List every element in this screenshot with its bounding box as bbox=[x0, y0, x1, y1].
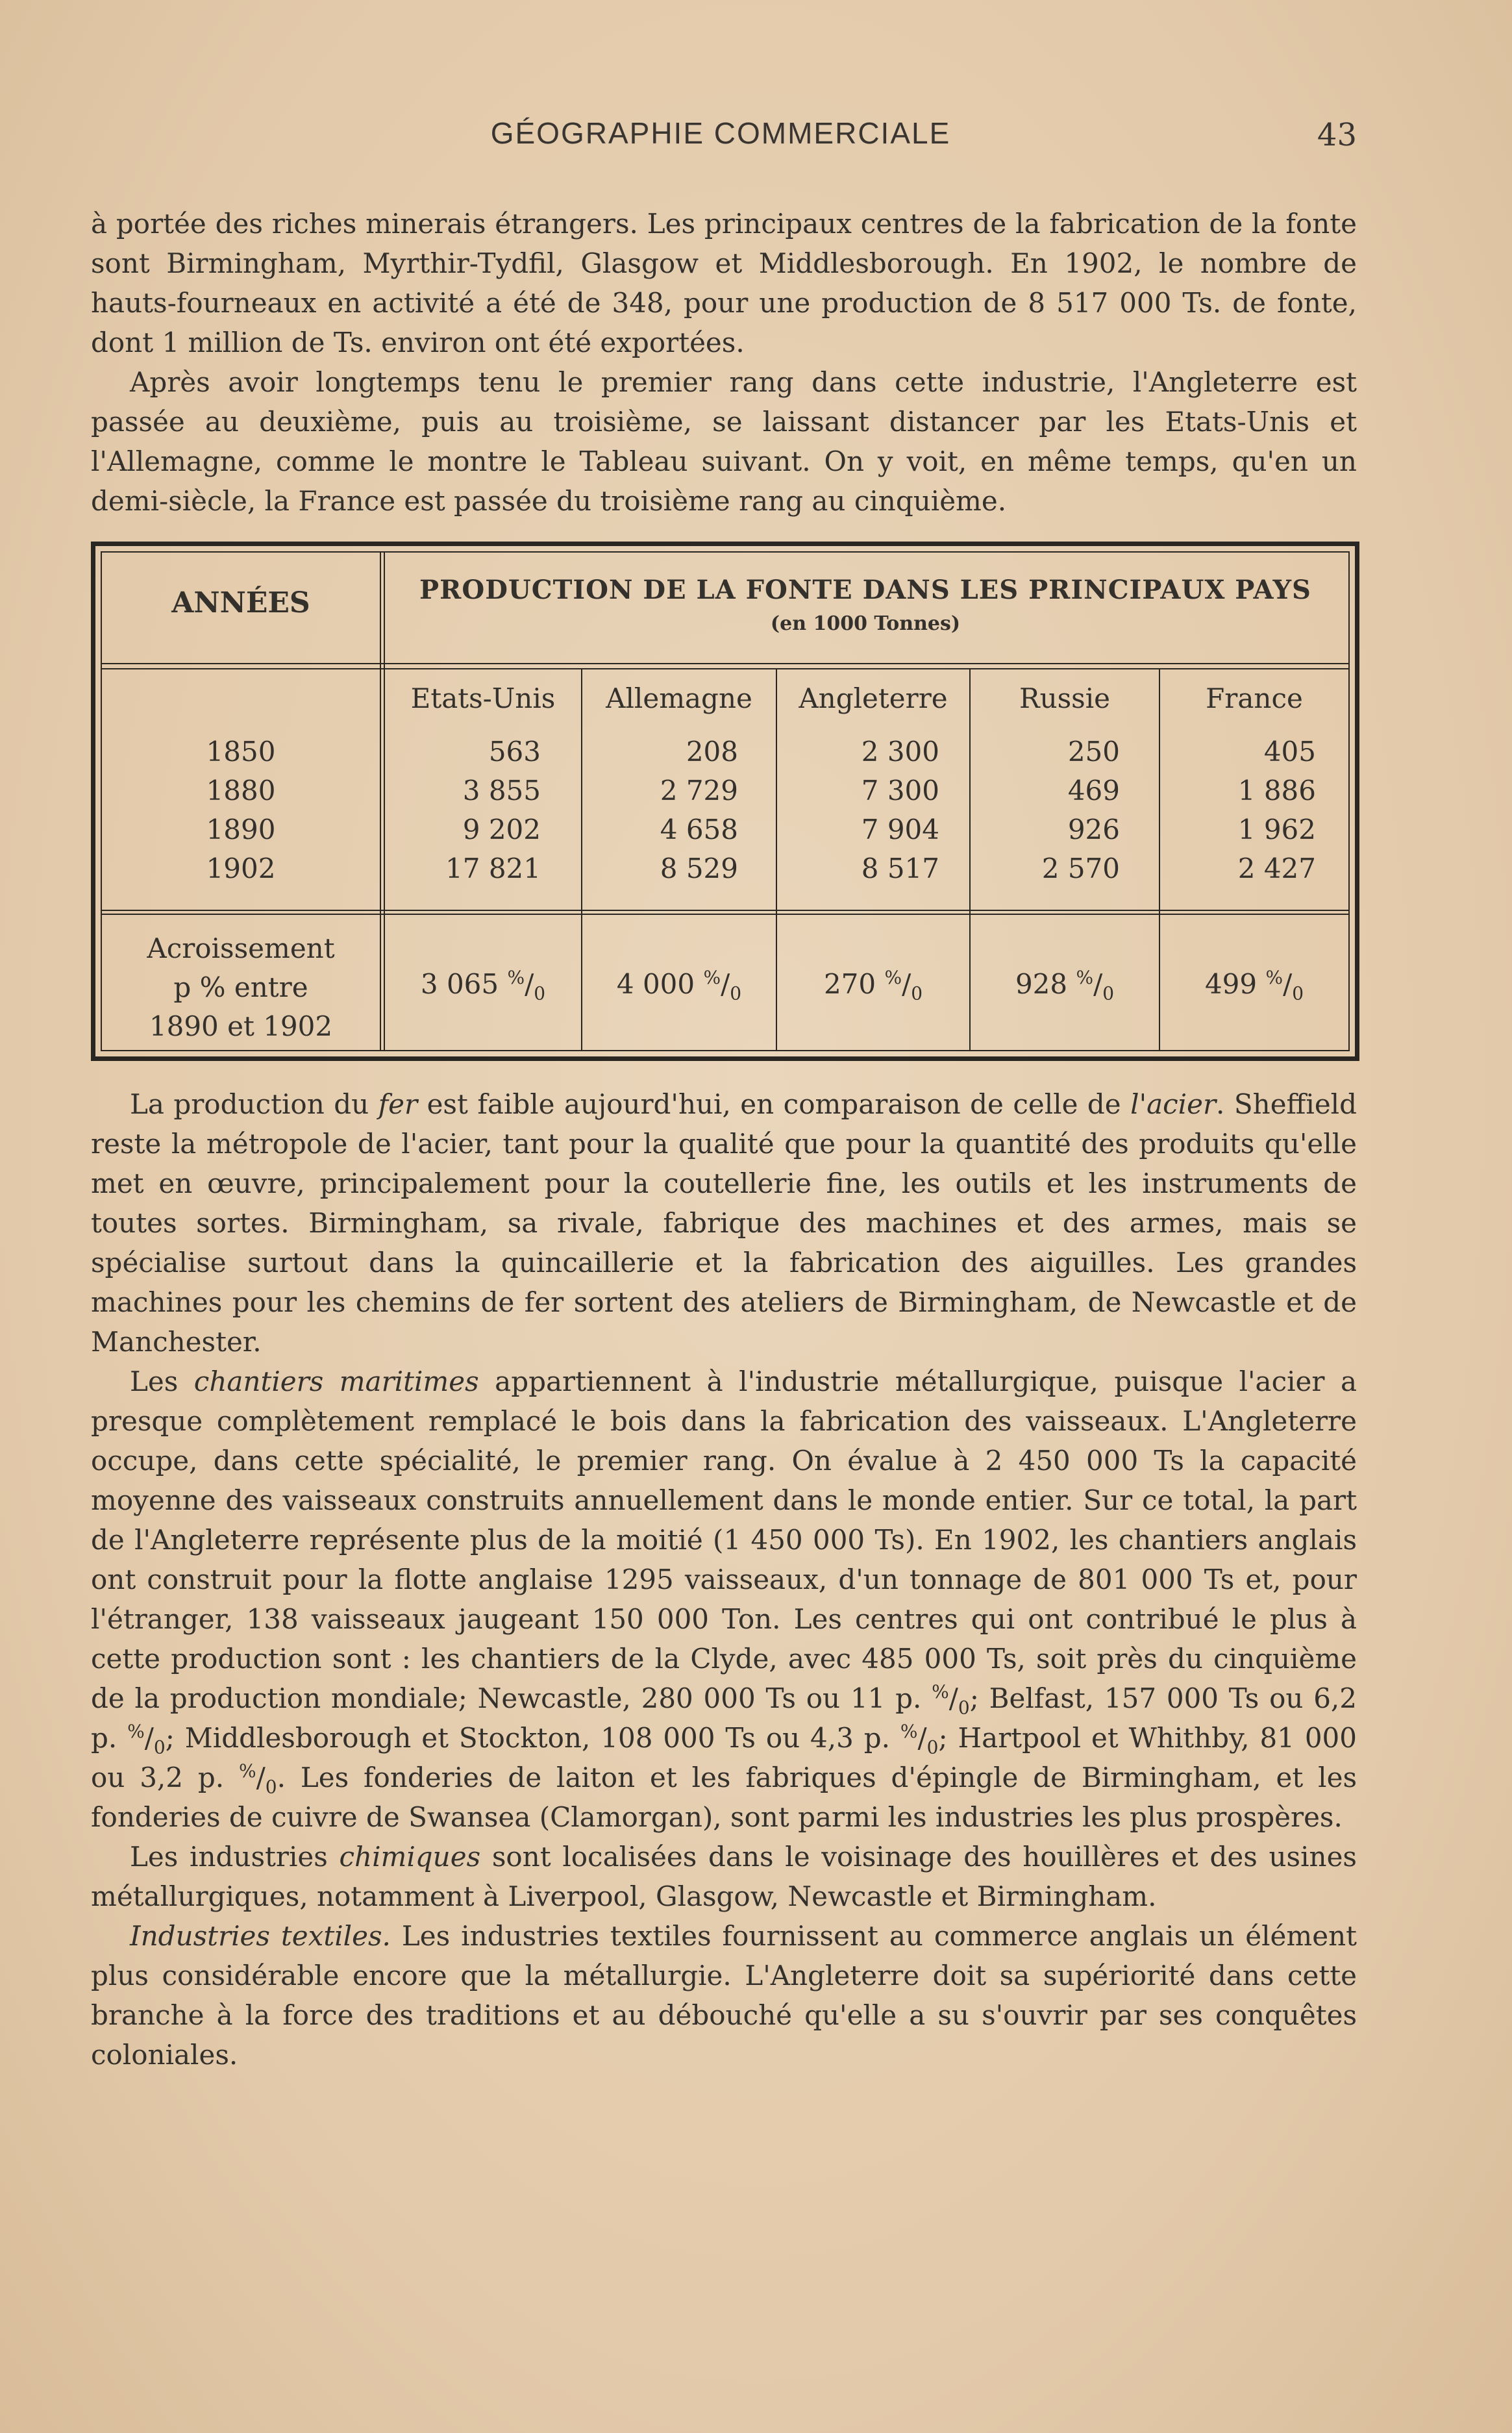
value-cell: 2 427 bbox=[1237, 853, 1316, 884]
year-cell: 1850 bbox=[206, 736, 276, 767]
value-cell: 17 821 bbox=[445, 853, 541, 884]
value-cell: 208 bbox=[686, 736, 738, 767]
value-cell: 405 bbox=[1263, 736, 1316, 767]
intro-paragraphs bbox=[91, 204, 1357, 521]
value-cell: 8 529 bbox=[660, 853, 738, 884]
value-cell: 926 bbox=[1067, 814, 1120, 845]
col-header: France bbox=[1206, 682, 1303, 714]
body-paragraphs bbox=[91, 1084, 1357, 2075]
growth-cell: 499 $^{\%}/_0$ bbox=[1204, 967, 1304, 1004]
paragraph: Après avoir longtemps tenu le premier rang dans cette industrie, l'Angleterre est passée au deuxième, puis au troisième, se laissant distancer par les Etats-Unis et l'Allemagne, comme le montre le Tableau suivant. On y voit, en même temps, qu'en un demi-siècle, la France est passée du troisième rang au cinquième. bbox=[91, 366, 1357, 517]
value-cell: 563 bbox=[488, 736, 541, 767]
value-cell: 2 570 bbox=[1041, 853, 1120, 884]
paragraph-chimiques: Les industries chimiques sont localisées dans le voisinage des houillères et des usines métallurgiques, notamment à Liverpool, Glasgow, Newcastle et Birmingham. bbox=[91, 1841, 1357, 1912]
growth-cell: 270 $^{\%}/_0$ bbox=[823, 967, 923, 1004]
growth-cell: 928 $^{\%}/_0$ bbox=[1015, 967, 1115, 1004]
table-title: PRODUCTION DE LA FONTE DANS LES PRINCIPAUX PAYS bbox=[419, 575, 1311, 605]
growth-label-line: 1890 et 1902 bbox=[149, 1010, 333, 1042]
production-table bbox=[91, 542, 1359, 1061]
value-cell: 2 300 bbox=[861, 736, 939, 767]
value-cell: 1 962 bbox=[1237, 814, 1316, 845]
header-title: GÉOGRAPHIE COMMERCIALE bbox=[490, 116, 951, 150]
year-cell: 1902 bbox=[206, 853, 276, 884]
col-header: Russie bbox=[1019, 682, 1111, 714]
growth-label bbox=[102, 929, 380, 1046]
year-cell: 1890 bbox=[206, 814, 276, 845]
running-header bbox=[91, 116, 1357, 161]
value-cell: 3 855 bbox=[462, 775, 541, 806]
page-number: 43 bbox=[1317, 117, 1357, 153]
value-cell: 7 300 bbox=[861, 775, 939, 806]
growth-label-line: Acroissement bbox=[147, 932, 335, 964]
table-unit: (en 1000 Tonnes) bbox=[770, 612, 961, 635]
paragraph-chantiers: Les chantiers maritimes appartiennent à l'industrie métallurgique, puisque l'acier a presque complètement remplacé le bois dans la fabrication des vaisseaux. L'Angleterre occupe, dans cette spécialité, le premier rang. On évalue à 2 450 000 Ts la capacité moyenne des vaisseaux construits annuellement dans le monde entier. Sur ce total, la part de l'Angleterre représente plus de la moitié (1 450 000 Ts). En 1902, les chantiers anglais ont construit pour la flotte anglaise 1295 vaisseaux, d'un tonnage de 801 000 Ts et, pour l'étranger, 138 vaisseaux jaugeant 150 000 Ton. Les centres qui ont contribué le plus à cette production sont : les chantiers de la Clyde, avec 485 000 Ts, soit près du cinquième de la production mondiale; Newcastle, 280 000 Ts ou 11 p. $^{\%}/_0$; Belfast, 157 000 Ts ou 6,2 p. $^{\%}/_0$; Middlesborough et Stockton, 108 000 Ts ou 4,3 p. $^{\%}/_0$; Hartpool et Whithby, 81 000 ou 3,2 p. $^{\%}/_0$. Les fonderies de laiton et les fabriques d'épingle de Birmingham, et les fonderies de cuivre de Swansea (Clamorgan), sont parmi les industries les plus prospères. bbox=[91, 1366, 1357, 1833]
paragraph: à portée des riches minerais étrangers. Les principaux centres de la fabrication de la fonte sont Birmingham, Myrthir-Tydfil, Glasgow et Middlesborough. En 1902, le nombre de hauts-fourneaux en activité a été de 348, pour une production de 8 517 000 Ts. de fonte, dont 1 million de Ts. environ ont été exportées. bbox=[91, 208, 1357, 358]
col-header: Allemagne bbox=[606, 682, 752, 714]
value-cell: 8 517 bbox=[861, 853, 939, 884]
growth-cell: 3 065 $^{\%}/_0$ bbox=[420, 967, 546, 1004]
value-cell: 7 904 bbox=[861, 814, 939, 845]
col-header: Etats-Unis bbox=[410, 682, 556, 714]
year-cell: 1880 bbox=[206, 775, 276, 806]
paragraph-textiles: Industries textiles. Les industries textiles fournissent au commerce anglais un élément plus considérable encore que la métallurgie. L'Angleterre doit sa supériorité dans cette branche à la force des traditions et au débouché qu'elle a su s'ouvrir par ses conquêtes coloniales. bbox=[91, 1920, 1357, 2071]
value-cell: 9 202 bbox=[462, 814, 541, 845]
paragraph-fer: La production du fer est faible aujourd'hui, en comparaison de celle de l'acier. Sheffield reste la métropole de l'acier, tant pour la qualité que pour la quantité des produits qu'elle met en œuvre, principalement pour la coutellerie fine, les outils et les instruments de toutes sortes. Birmingham, sa rivale, fabrique des machines et des armes, mais se spécialise surtout dans la quincaillerie et la fabrication des aiguilles. Les grandes machines pour les chemins de fer sortent des ateliers de Birmingham, de Newcastle et de Manchester. bbox=[91, 1088, 1357, 1358]
value-cell: 469 bbox=[1067, 775, 1120, 806]
value-cell: 250 bbox=[1067, 736, 1120, 767]
value-cell: 2 729 bbox=[660, 775, 738, 806]
header-annees: ANNÉES bbox=[171, 586, 310, 619]
col-header: Angleterre bbox=[799, 682, 948, 714]
value-cell: 1 886 bbox=[1237, 775, 1316, 806]
growth-cell: 4 000 $^{\%}/_0$ bbox=[616, 967, 742, 1004]
value-cell: 4 658 bbox=[660, 814, 738, 845]
growth-label-line: p % entre bbox=[173, 971, 308, 1003]
